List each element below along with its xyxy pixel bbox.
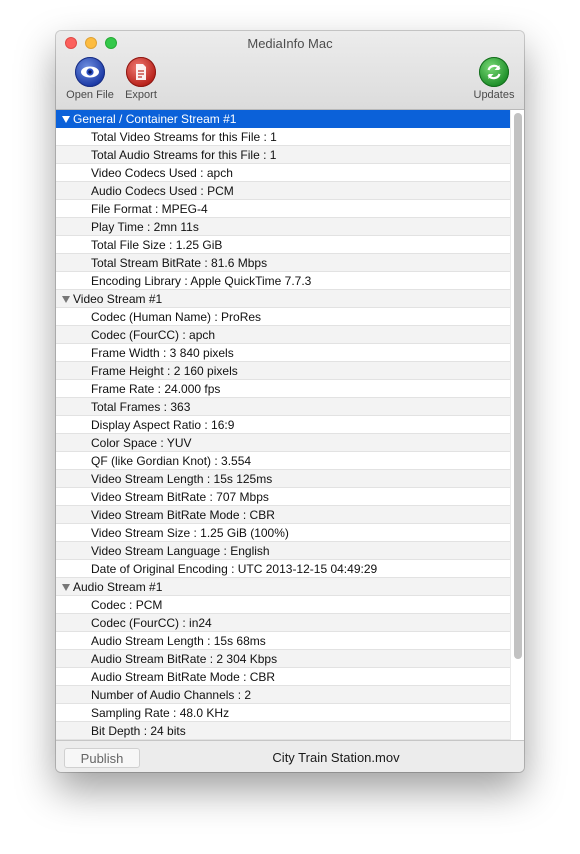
info-row[interactable]: Video Codecs Used : apch: [56, 164, 510, 182]
info-row[interactable]: File Format : MPEG-4: [56, 200, 510, 218]
info-row[interactable]: Audio Stream BitRate Mode : CBR: [56, 668, 510, 686]
info-row[interactable]: Audio Codecs Used : PCM: [56, 182, 510, 200]
disclosure-triangle-icon[interactable]: [62, 116, 70, 123]
open-file-label: Open File: [66, 89, 114, 101]
export-button[interactable]: [120, 57, 162, 101]
section-title: Video Stream #1: [73, 292, 163, 306]
info-row[interactable]: Color Space : YUV: [56, 434, 510, 452]
info-row[interactable]: QF (like Gordian Knot) : 3.554: [56, 452, 510, 470]
vertical-scrollbar[interactable]: [510, 110, 524, 740]
section-header[interactable]: [56, 578, 510, 596]
info-row[interactable]: Date of Original Encoding : UTC 2013-12-15 04:49:29: [56, 560, 510, 578]
info-row[interactable]: Bit Depth : 24 bits: [56, 722, 510, 740]
info-row[interactable]: Total Audio Streams for this File : 1: [56, 146, 510, 164]
info-row[interactable]: Video Stream Language : English: [56, 542, 510, 560]
title-bar: [56, 31, 524, 110]
eye-icon: [75, 57, 105, 87]
window-title: MediaInfo Mac: [247, 36, 333, 51]
info-row[interactable]: Frame Rate : 24.000 fps: [56, 380, 510, 398]
info-row[interactable]: Audio Stream BitRate : 2 304 Kbps: [56, 650, 510, 668]
info-row[interactable]: Sampling Rate : 48.0 KHz: [56, 704, 510, 722]
scrollbar-thumb[interactable]: [514, 113, 522, 659]
info-row[interactable]: Codec (FourCC) : apch: [56, 326, 510, 344]
info-row[interactable]: Display Aspect Ratio : 16:9: [56, 416, 510, 434]
info-row[interactable]: Frame Height : 2 160 pixels: [56, 362, 510, 380]
section-header[interactable]: [56, 110, 510, 128]
refresh-icon: [479, 57, 509, 87]
info-row[interactable]: Total File Size : 1.25 GiB: [56, 236, 510, 254]
info-row[interactable]: Video Stream BitRate : 707 Mbps: [56, 488, 510, 506]
open-file-button[interactable]: [62, 57, 118, 101]
info-outline[interactable]: [56, 110, 524, 740]
info-row[interactable]: Audio Stream Length : 15s 68ms: [56, 632, 510, 650]
export-icon: [126, 57, 156, 87]
info-row[interactable]: Video Stream Length : 15s 125ms: [56, 470, 510, 488]
disclosure-triangle-icon[interactable]: [62, 584, 70, 591]
mediainfo-window: [56, 31, 524, 772]
section-title: General / Container Stream #1: [73, 112, 237, 126]
info-row[interactable]: Codec (FourCC) : in24: [56, 614, 510, 632]
info-row[interactable]: Codec (Human Name) : ProRes: [56, 308, 510, 326]
updates-button[interactable]: [468, 57, 520, 101]
export-label: Export: [125, 89, 157, 101]
info-row[interactable]: Codec : PCM: [56, 596, 510, 614]
file-name: City Train Station.mov: [272, 750, 400, 765]
info-row[interactable]: Total Frames : 363: [56, 398, 510, 416]
disclosure-triangle-icon[interactable]: [62, 296, 70, 303]
info-row[interactable]: Total Video Streams for this File : 1: [56, 128, 510, 146]
updates-label: Updates: [473, 89, 515, 101]
section-header[interactable]: [56, 290, 510, 308]
info-row[interactable]: Video Stream Size : 1.25 GiB (100%): [56, 524, 510, 542]
publish-button[interactable]: Publish: [64, 748, 140, 768]
section-title: Audio Stream #1: [73, 580, 163, 594]
info-row[interactable]: Video Stream BitRate Mode : CBR: [56, 506, 510, 524]
info-row[interactable]: Frame Width : 3 840 pixels: [56, 344, 510, 362]
info-row[interactable]: Play Time : 2mn 11s: [56, 218, 510, 236]
info-row[interactable]: Number of Audio Channels : 2: [56, 686, 510, 704]
info-row[interactable]: Total Stream BitRate : 81.6 Mbps: [56, 254, 510, 272]
footer-bar: [56, 740, 524, 772]
info-rows: [56, 110, 510, 740]
info-row[interactable]: Encoding Library : Apple QuickTime 7.7.3: [56, 272, 510, 290]
